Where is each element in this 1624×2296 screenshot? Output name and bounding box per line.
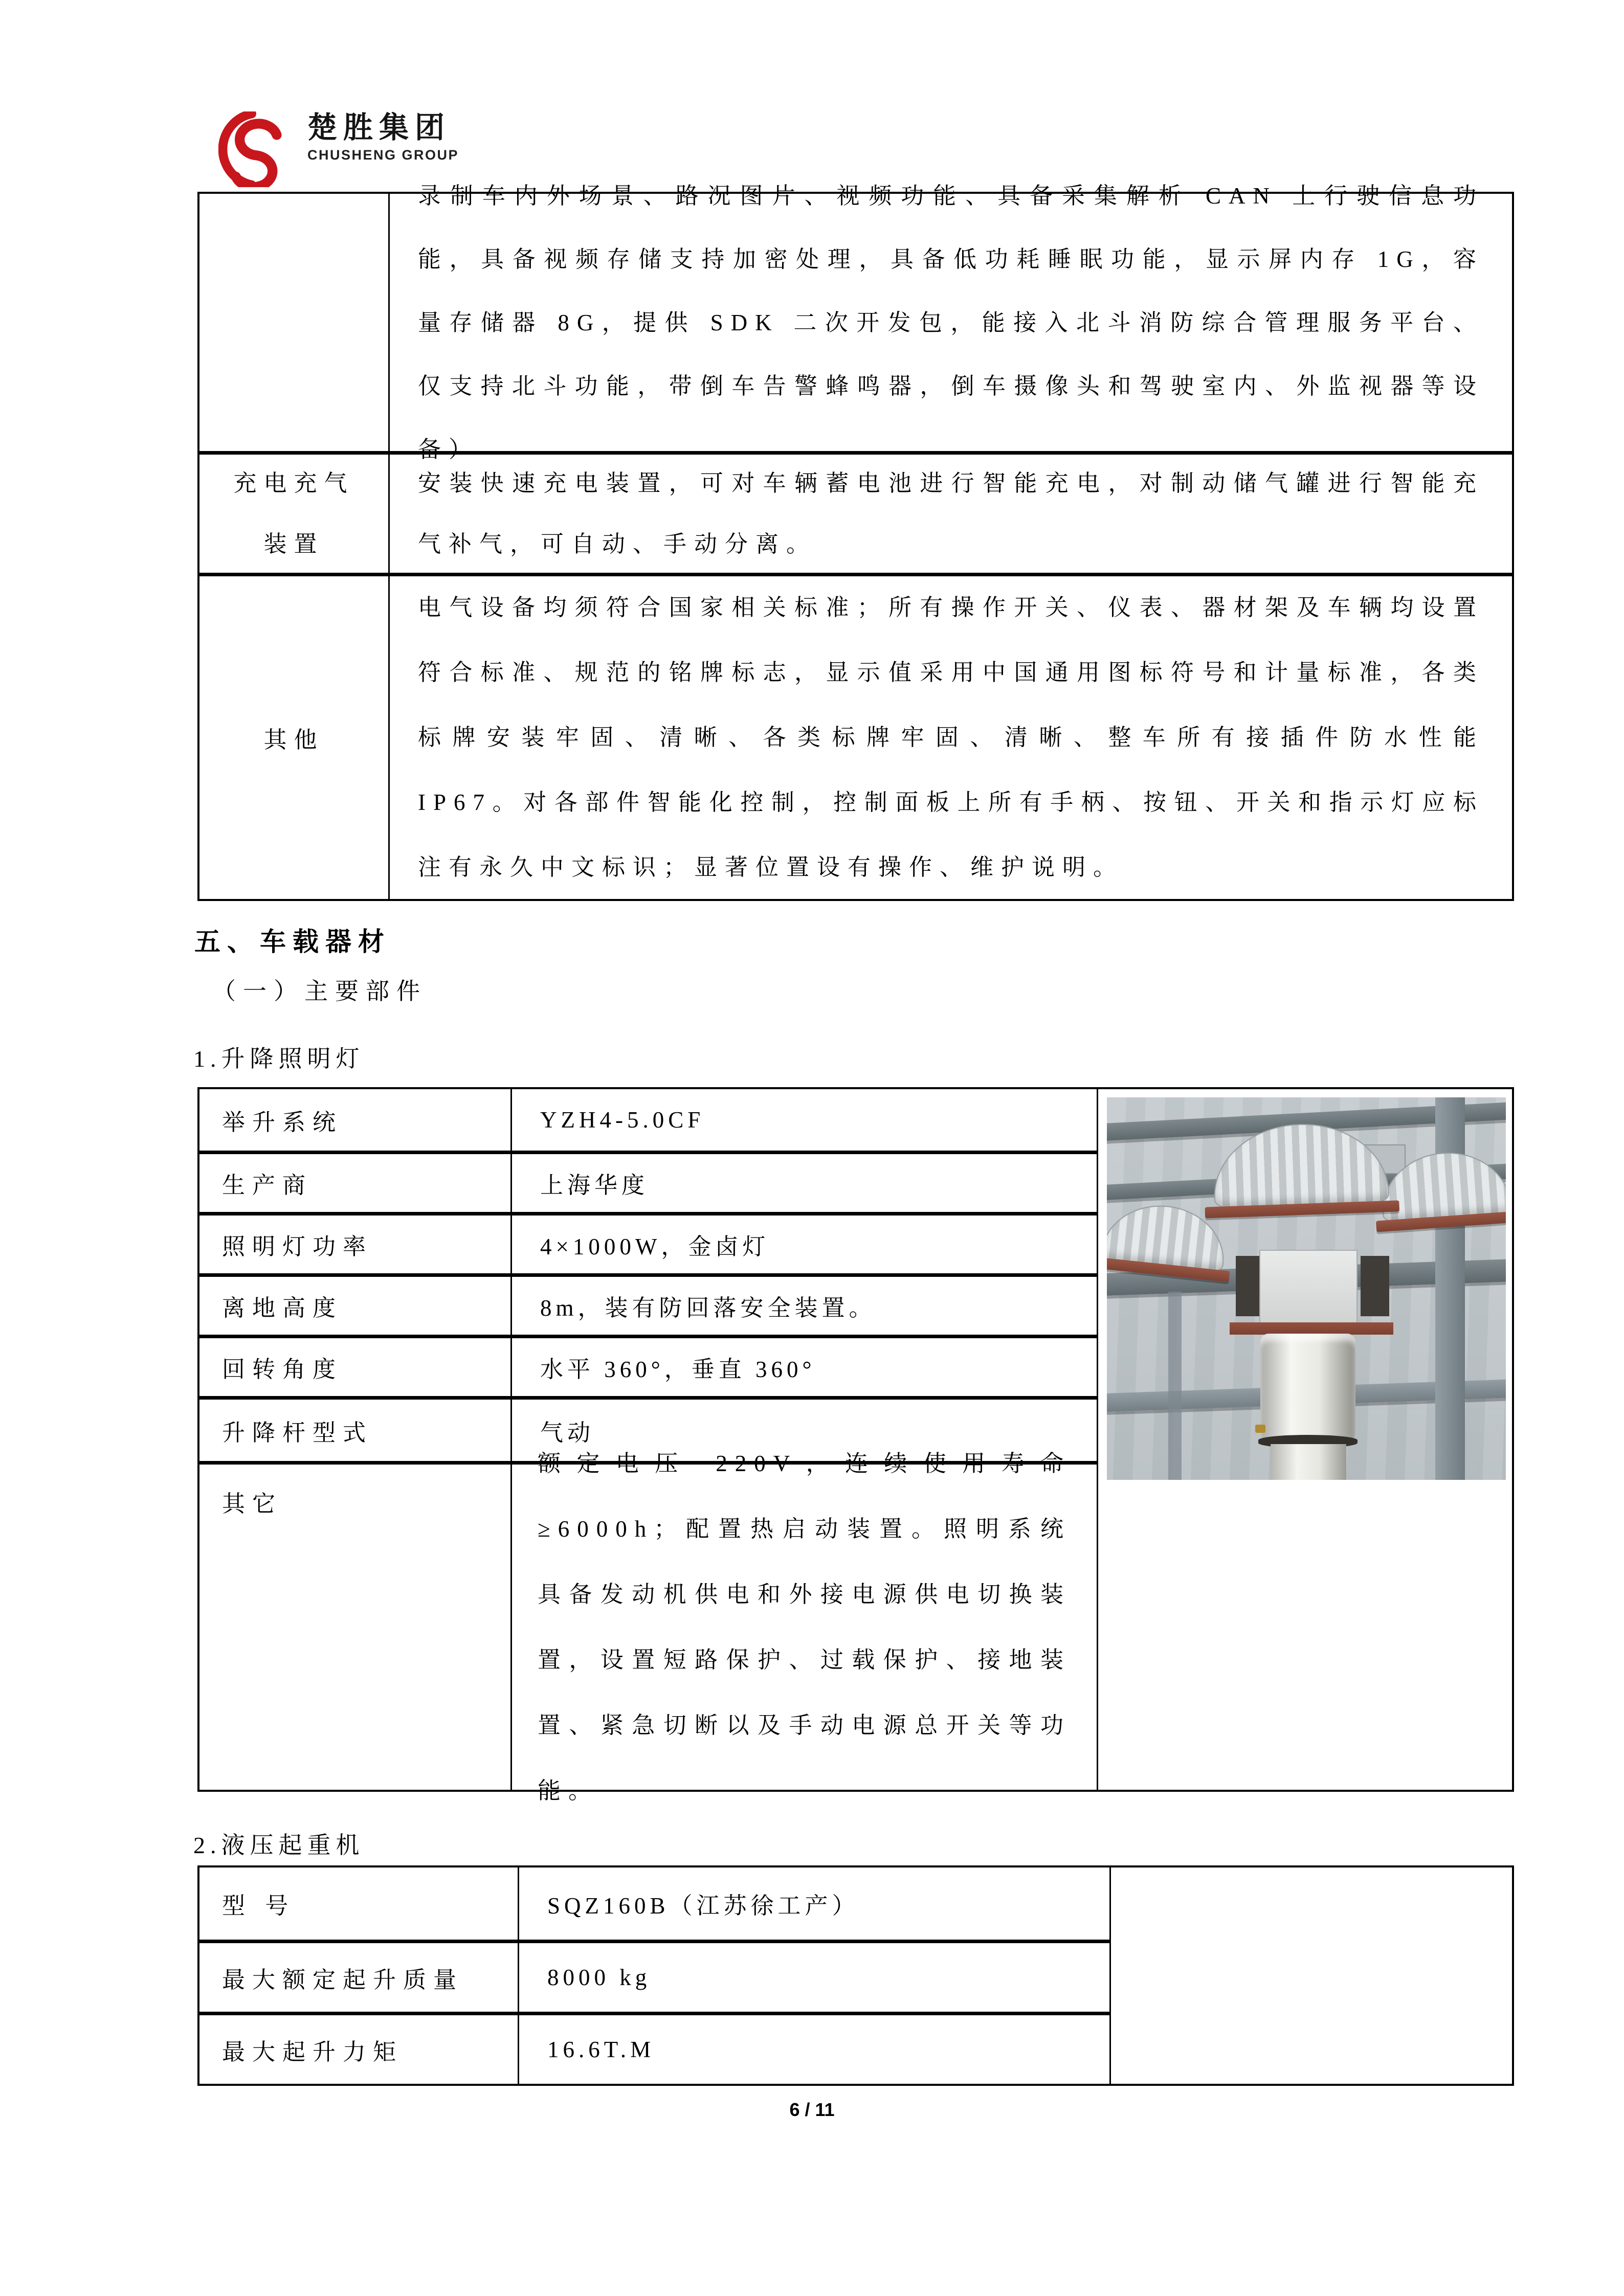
table-row: [199, 1335, 1097, 1396]
row-content-text: 录制车内外场景、路况图片、视频功能、具备采集解析 CAN 上行驶信息功能，具备视频存储支持加密处理，具备低功耗睡眠功能，显示屏内存 1G，容量存储器 8G，提供 SDK 二次开发包，能接入北斗消防综合管理服务平台、仅支持北斗功能，带倒车告警蜂鸣器，倒车摄像头和驾驶室内、外监视器等设备）: [418, 183, 1484, 462]
photo-mast-tube: [1271, 1444, 1346, 1480]
spec-value: YZH4-5.0CF: [540, 1107, 705, 1133]
item-heading-lighting: 1.升降照明灯: [193, 1046, 365, 1072]
company-name-block: [307, 111, 459, 163]
spec-label: 型 号: [199, 1867, 519, 1940]
spec-value: 水平 360°，垂直 360°: [540, 1357, 816, 1382]
table-row: [199, 573, 1512, 899]
table-row: [199, 1940, 1109, 2012]
lighting-spec-rows: [199, 1089, 1097, 1804]
row-label-line: 充电充气: [233, 470, 354, 496]
crane-spec-table: [197, 1865, 1514, 2086]
spec-value: SQZ160B（江苏徐工产）: [547, 1893, 859, 1919]
spec-label: 回转角度: [199, 1338, 512, 1396]
photo-lamp-board: [1230, 1322, 1393, 1335]
section-heading: 五、车载器材: [194, 927, 391, 956]
spec-value: 8m，装有防回落安全装置。: [540, 1295, 876, 1321]
table-row: [199, 1867, 1109, 1940]
spec-value: 4×1000W，金卤灯: [540, 1234, 770, 1259]
row-label-cell-empty: [199, 194, 390, 451]
spec-value-cell: [512, 1451, 1097, 1804]
row-label-cell: 其他: [199, 576, 390, 899]
item-heading-crane: 2.液压起重机: [193, 1832, 365, 1858]
subsection-heading: （一）主要部件: [212, 978, 427, 1004]
row-content-cell: [390, 455, 1512, 573]
photo-lamp-cover: [1212, 1121, 1389, 1209]
company-name-cn: 楚胜集团: [307, 111, 451, 144]
empty-cell: [1109, 1867, 1512, 2084]
spec-label: 其它: [199, 1465, 512, 1790]
photo-floodlight-right: [1378, 1148, 1506, 1231]
row-label-cell: [199, 455, 390, 573]
spec-label: 最大额定起升质量: [199, 1943, 519, 2012]
table-row: [199, 2012, 1109, 2084]
row-content-text: 电气设备均须符合国家相关标准；所有操作开关、仪表、器材架及车辆均设置符合标准、规范的铭牌标志，显示值采用中国通用图标符号和计量标准，各类标牌安装牢固、清晰、各类标牌牢固、清晰、整车所有接插件防水性能 IP67。对各部件智能化控制，控制面板上所有手柄、按钮、开关和指示灯应标注有永久中文标识；显著位置设有操作、维护说明。: [418, 595, 1484, 880]
floodlight-mast-photo: [1107, 1097, 1506, 1480]
spec-value: 16.6T.M: [547, 2037, 655, 2062]
spec-value-text: 额定电压 220V，连续使用寿命≥6000h；配置热启动装置。照明系统具备发动机供电和外接电源供电切换装置，设置短路保护、过载保护、接地装置、紧急切断以及手动电源总开关等功能。: [538, 1451, 1071, 1804]
spec-value: 气动: [540, 1420, 595, 1446]
spec-label: 生产商: [199, 1154, 512, 1212]
photo-column: [1168, 1292, 1182, 1480]
spec-label: 升降杆型式: [199, 1400, 512, 1461]
spec-label: 离地高度: [199, 1277, 512, 1335]
spec-label: 最大起升力矩: [199, 2015, 519, 2084]
photo-junction-box: [1259, 1250, 1358, 1326]
row-content-text: 安装快速充电装置，可对车辆蓄电池进行智能充电，对制动储气罐进行智能充气补气，可自动、手动分离。: [418, 470, 1484, 557]
photo-cell: [1097, 1089, 1512, 1790]
page-number: 6 / 11: [789, 2099, 835, 2120]
table-row: [199, 451, 1512, 573]
spec-value: 上海华度: [540, 1173, 649, 1198]
spec-table-continued: [197, 183, 1514, 901]
photo-floodlight-center: [1212, 1121, 1390, 1218]
photo-junction-panel: [1361, 1256, 1389, 1316]
lighting-spec-table: [197, 1087, 1514, 1804]
photo-mast-cylinder: [1260, 1334, 1355, 1439]
table-row: [199, 1089, 1097, 1151]
row-label-line: 装置: [263, 531, 324, 557]
spec-label: 举升系统: [199, 1089, 512, 1151]
chusheng-logo-icon: [218, 111, 294, 187]
row-content-cell: [390, 183, 1512, 462]
table-row: [199, 1273, 1097, 1335]
table-row: [199, 1451, 1097, 1804]
table-row: [199, 1212, 1097, 1273]
spec-label: 照明灯功率: [199, 1215, 512, 1273]
photo-mast-fitting: [1255, 1425, 1265, 1433]
company-name-en: CHUSHENG GROUP: [307, 147, 459, 163]
spec-value: 8000 kg: [547, 1965, 651, 1990]
crane-spec-rows: [199, 1867, 1109, 2084]
table-row: [199, 1151, 1097, 1212]
table-row: [199, 183, 1512, 462]
row-content-cell: [390, 576, 1512, 899]
